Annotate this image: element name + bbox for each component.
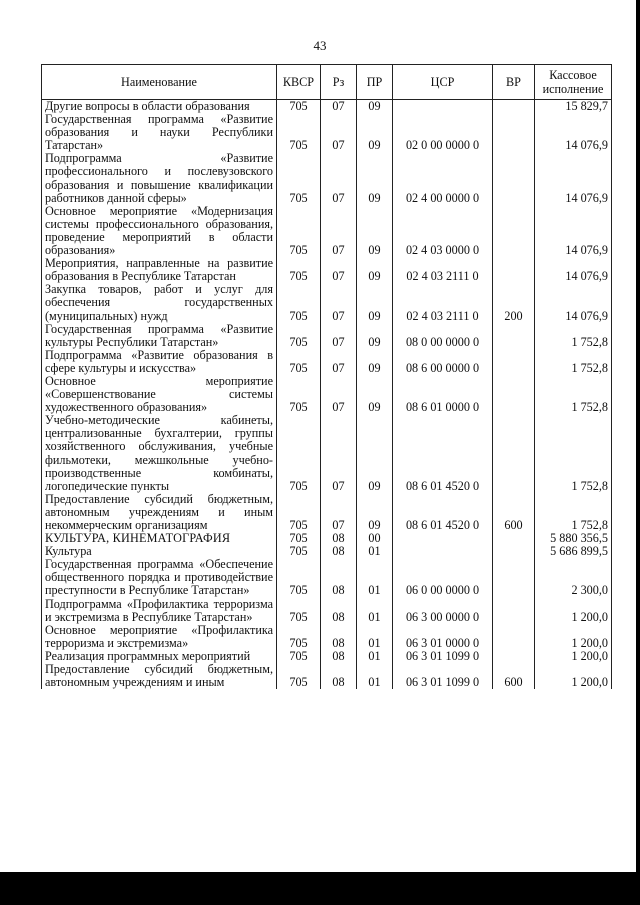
cell-amount: 14 076,9: [535, 152, 612, 204]
cell-pr: 09: [357, 323, 393, 349]
header-kass: Кассовое исполнение: [535, 65, 612, 100]
cell-vr: [493, 650, 535, 663]
cell-amount: 5 686 899,5: [535, 545, 612, 558]
cell-kvsr: 705: [277, 257, 321, 283]
cell-kvsr: 705: [277, 624, 321, 650]
cell-kvsr: 705: [277, 558, 321, 597]
cell-kvsr: 705: [277, 152, 321, 204]
cell-rz: 07: [321, 205, 357, 257]
cell-amount: 5 880 356,5: [535, 532, 612, 545]
cell-rz: 07: [321, 493, 357, 532]
cell-kvsr: 705: [277, 100, 321, 114]
cell-kvsr: 705: [277, 650, 321, 663]
cell-pr: 01: [357, 663, 393, 689]
table-header-row: [42, 65, 612, 100]
cell-rz: 08: [321, 532, 357, 545]
cell-csr: 06 0 00 0000 0: [393, 558, 493, 597]
cell-name: Предоставление субсидий бюджетным, автономным учреждениям и иным некоммерческим организациям: [42, 493, 277, 532]
header-rz: Рз: [321, 65, 357, 100]
cell-name: Государственная программа «Обеспечение общественного порядка и противодействие преступности в Республике Татарстан»: [42, 558, 277, 597]
table-row: [42, 558, 612, 597]
cell-name: Предоставление субсидий бюджетным, автономным учреждениям и иным: [42, 663, 277, 689]
cell-name: Культура: [42, 545, 277, 558]
cell-vr: [493, 558, 535, 597]
cell-amount: 1 752,8: [535, 493, 612, 532]
cell-vr: 200: [493, 283, 535, 322]
scan-edge: [636, 0, 640, 905]
cell-kvsr: 705: [277, 598, 321, 624]
cell-kvsr: 705: [277, 375, 321, 414]
cell-csr: 08 6 01 4520 0: [393, 414, 493, 493]
cell-name: Основное мероприятие «Модернизация системы профессионального образования, проведение мероприятий в области образования»: [42, 205, 277, 257]
cell-csr: 06 3 01 1099 0: [393, 650, 493, 663]
cell-name: Реализация программных мероприятий: [42, 650, 277, 663]
cell-csr: 06 3 00 0000 0: [393, 598, 493, 624]
cell-kvsr: 705: [277, 545, 321, 558]
table-row: [42, 375, 612, 414]
header-kvsr: КВСР: [277, 65, 321, 100]
table-row: [42, 152, 612, 204]
cell-csr: 02 4 03 2111 0: [393, 257, 493, 283]
cell-vr: [493, 349, 535, 375]
header-csr: ЦСР: [393, 65, 493, 100]
cell-rz: 07: [321, 100, 357, 114]
cell-csr: 08 0 00 0000 0: [393, 323, 493, 349]
cell-csr: 02 4 00 0000 0: [393, 152, 493, 204]
cell-csr: 02 4 03 0000 0: [393, 205, 493, 257]
cell-kvsr: 705: [277, 205, 321, 257]
cell-name: Основное мероприятие «Профилактика терроризма и экстремизма»: [42, 624, 277, 650]
cell-name: Учебно-методические кабинеты, централизованные бухгалтерии, группы хозяйственного обслуживания, учебные фильмотеки, межшкольные учебно-производственные комбинаты, логопедические пункты: [42, 414, 277, 493]
cell-csr: 02 0 00 0000 0: [393, 113, 493, 152]
cell-vr: [493, 323, 535, 349]
cell-name: Государственная программа «Развитие культуры Республики Татарстан»: [42, 323, 277, 349]
table-row: [42, 283, 612, 322]
cell-pr: 09: [357, 113, 393, 152]
cell-vr: [493, 100, 535, 114]
cell-kvsr: 705: [277, 414, 321, 493]
cell-rz: 07: [321, 323, 357, 349]
cell-name: Подпрограмма «Развитие профессионального и послевузовского образования и повышение квалификации работников данной сферы»: [42, 152, 277, 204]
cell-vr: [493, 414, 535, 493]
cell-rz: 08: [321, 598, 357, 624]
cell-csr: 02 4 03 2111 0: [393, 283, 493, 322]
cell-name: Закупка товаров, работ и услуг для обеспечения государственных (муниципальных) нужд: [42, 283, 277, 322]
cell-amount: 2 300,0: [535, 558, 612, 597]
cell-name: Другие вопросы в области образования: [42, 100, 277, 114]
cell-name: КУЛЬТУРА, КИНЕМАТОГРАФИЯ: [42, 532, 277, 545]
cell-pr: 01: [357, 558, 393, 597]
cell-pr: 01: [357, 624, 393, 650]
cell-csr: 06 3 01 1099 0: [393, 663, 493, 689]
cell-name: Государственная программа «Развитие образования и науки Республики Татарстан»: [42, 113, 277, 152]
table-row: [42, 532, 612, 545]
cell-vr: 600: [493, 663, 535, 689]
table-row: [42, 624, 612, 650]
cell-amount: 1 752,8: [535, 375, 612, 414]
cell-csr: [393, 100, 493, 114]
table-row: [42, 257, 612, 283]
cell-pr: 09: [357, 205, 393, 257]
cell-pr: 01: [357, 650, 393, 663]
cell-csr: [393, 545, 493, 558]
cell-kvsr: 705: [277, 532, 321, 545]
cell-rz: 07: [321, 257, 357, 283]
cell-amount: 1 200,0: [535, 624, 612, 650]
cell-kvsr: 705: [277, 349, 321, 375]
cell-vr: [493, 624, 535, 650]
cell-vr: [493, 113, 535, 152]
cell-name: Подпрограмма «Развитие образования в сфере культуры и искусства»: [42, 349, 277, 375]
cell-rz: 08: [321, 558, 357, 597]
cell-pr: 00: [357, 532, 393, 545]
budget-table: [41, 64, 612, 689]
cell-vr: [493, 152, 535, 204]
table-row: [42, 598, 612, 624]
cell-vr: [493, 598, 535, 624]
table-row: [42, 113, 612, 152]
cell-csr: 08 6 01 0000 0: [393, 375, 493, 414]
cell-pr: 09: [357, 100, 393, 114]
cell-vr: [493, 205, 535, 257]
cell-pr: 09: [357, 257, 393, 283]
cell-csr: 08 6 00 0000 0: [393, 349, 493, 375]
cell-pr: 01: [357, 598, 393, 624]
cell-rz: 08: [321, 545, 357, 558]
cell-kvsr: 705: [277, 323, 321, 349]
table-row: [42, 205, 612, 257]
cell-amount: 14 076,9: [535, 113, 612, 152]
cell-pr: 09: [357, 493, 393, 532]
cell-amount: 14 076,9: [535, 257, 612, 283]
cell-name: Подпрограмма «Профилактика терроризма и экстремизма в Республике Татарстан»: [42, 598, 277, 624]
cell-vr: [493, 532, 535, 545]
cell-amount: 1 752,8: [535, 323, 612, 349]
cell-vr: 600: [493, 493, 535, 532]
cell-pr: 09: [357, 414, 393, 493]
cell-pr: 09: [357, 349, 393, 375]
table-body: [42, 100, 612, 690]
table-row: [42, 349, 612, 375]
cell-pr: 09: [357, 375, 393, 414]
cell-amount: 1 200,0: [535, 663, 612, 689]
cell-amount: 14 076,9: [535, 283, 612, 322]
cell-csr: 06 3 01 0000 0: [393, 624, 493, 650]
scan-bottom-band: [0, 872, 640, 905]
cell-kvsr: 705: [277, 113, 321, 152]
cell-rz: 08: [321, 624, 357, 650]
table-row: [42, 414, 612, 493]
cell-amount: 14 076,9: [535, 205, 612, 257]
cell-kvsr: 705: [277, 283, 321, 322]
header-vr: ВР: [493, 65, 535, 100]
cell-rz: 07: [321, 152, 357, 204]
cell-pr: 01: [357, 545, 393, 558]
cell-name: Мероприятия, направленные на развитие образования в Республике Татарстан: [42, 257, 277, 283]
cell-rz: 08: [321, 650, 357, 663]
cell-rz: 07: [321, 349, 357, 375]
cell-csr: 08 6 01 4520 0: [393, 493, 493, 532]
cell-vr: [493, 545, 535, 558]
page-number: 43: [313, 38, 327, 53]
cell-amount: 1 200,0: [535, 598, 612, 624]
table-row: [42, 663, 612, 689]
cell-pr: 09: [357, 152, 393, 204]
cell-vr: [493, 257, 535, 283]
cell-rz: 07: [321, 283, 357, 322]
cell-vr: [493, 375, 535, 414]
cell-amount: 1 200,0: [535, 650, 612, 663]
header-name: Наименование: [42, 65, 277, 100]
cell-rz: 07: [321, 113, 357, 152]
cell-kvsr: 705: [277, 663, 321, 689]
cell-csr: [393, 532, 493, 545]
cell-kvsr: 705: [277, 493, 321, 532]
cell-pr: 09: [357, 283, 393, 322]
cell-amount: 1 752,8: [535, 414, 612, 493]
cell-rz: 07: [321, 375, 357, 414]
header-pr: ПР: [357, 65, 393, 100]
cell-rz: 07: [321, 414, 357, 493]
table-row: [42, 493, 612, 532]
cell-rz: 08: [321, 663, 357, 689]
cell-name: Основное мероприятие «Совершенствование системы художественного образования»: [42, 375, 277, 414]
cell-amount: 1 752,8: [535, 349, 612, 375]
table-row: [42, 100, 612, 114]
cell-amount: 15 829,7: [535, 100, 612, 114]
table-row: [42, 323, 612, 349]
